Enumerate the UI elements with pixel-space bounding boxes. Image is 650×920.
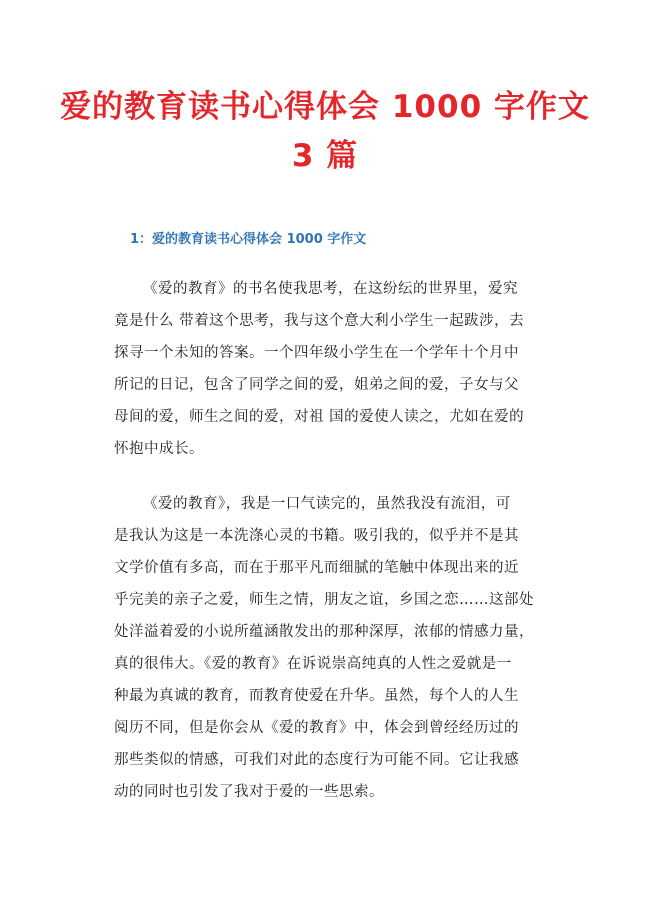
- paragraph-2-line: 种最为真诚的教育，而教育使爱在升华。虽然，每个人的人生: [114, 688, 519, 704]
- paragraph-1-line: 怀抱中成长。: [114, 441, 204, 457]
- paragraph-2-line: 乎完美的亲子之爱，师生之情，朋友之谊，乡国之恋……这部处: [114, 592, 534, 608]
- section-heading: 1：爱的教育读书心得体会 1000 字作文: [130, 232, 367, 247]
- paragraph-2-line: 处洋溢着爱的小说所蕴涵散发出的那种深厚，浓郁的情感力量，: [114, 624, 534, 640]
- paragraph-2-line: 真的很伟大。《爱的教育》在诉说崇高纯真的人性之爱就是一: [114, 656, 512, 672]
- paragraph-2-line: 是我认为这是一本洗涤心灵的书籍。吸引我的，似乎并不是其: [114, 528, 519, 544]
- paragraph-2-line: 《爱的教育》，我是一口气读完的，虽然我没有流泪，可: [143, 496, 511, 512]
- paragraph-2-line: 那些类似的情感，可我们对此的态度行为可能不同。它让我感: [114, 752, 519, 768]
- document-title: 爱的教育读书心得体会 1000 字作文: [60, 89, 590, 125]
- paragraph-1-line: 竟是什么 带着这个思考，我与这个意大利小学生一起跋涉，去: [114, 313, 525, 329]
- document-title-continued: 3 篇: [291, 138, 359, 174]
- paragraph-2-line: 阅历不同，但是你会从《爱的教育》中，体会到曾经经历过的: [114, 720, 519, 736]
- paragraph-2-line: 动的同时也引发了我对于爱的一些思索。: [114, 784, 384, 800]
- paragraph-1-line: 探寻一个未知的答案。一个四年级小学生在一个学年十个月中: [114, 345, 519, 361]
- paragraph-2-line: 文学价值有多高，而在于那平凡而细腻的笔触中体现出来的近: [114, 560, 519, 576]
- paragraph-1-line: 《爱的教育》的书名使我思考，在这纷纭的世界里，爱究: [143, 281, 518, 297]
- paragraph-1-line: 所记的日记，包含了同学之间的爱，姐弟之间的爱，子女与父: [114, 377, 519, 393]
- paragraph-1-line: 母间的爱，师生之间的爱，对祖 国的爱使人读之，尤如在爱的: [114, 409, 525, 425]
